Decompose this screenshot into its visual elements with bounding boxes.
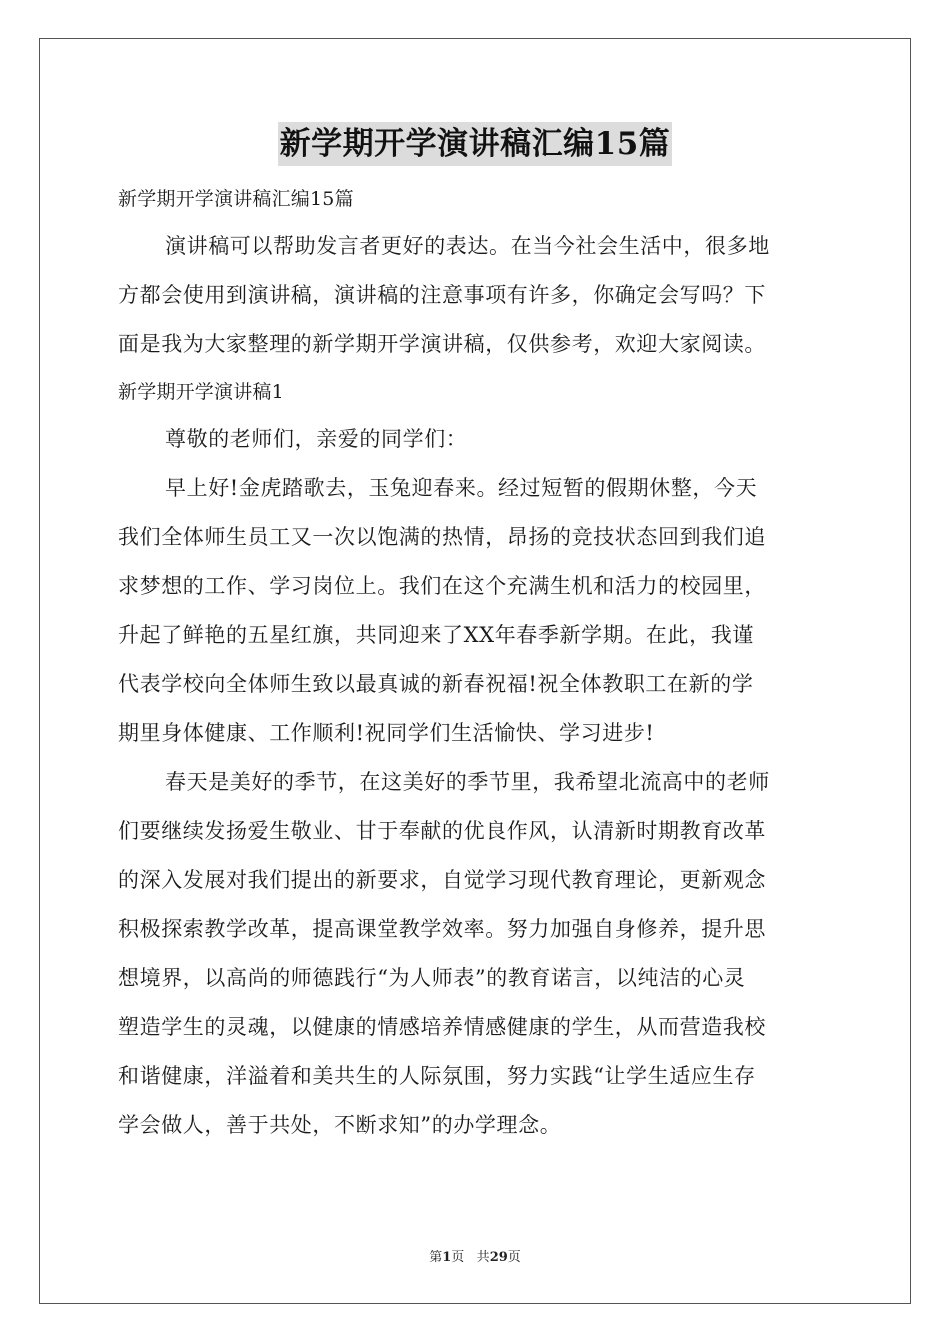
current-page-number: 1 <box>442 1250 452 1265</box>
total-prefix: 共 <box>476 1250 490 1265</box>
paragraph-line: 求梦想的工作、学习岗位上。我们在这个充满生机和活力的校园里， <box>118 574 766 598</box>
page-suffix: 页 <box>451 1250 465 1265</box>
paragraph-line: 我们全体师生员工又一次以饱满的热情，昂扬的竞技状态回到我们追 <box>118 525 766 549</box>
greeting-line: 尊敬的老师们，亲爱的同学们： <box>165 427 468 451</box>
paragraph-line: 学会做人，善于共处，不断求知”的办学理念。 <box>118 1113 562 1137</box>
title-container <box>0 122 950 166</box>
intro-line: 面是我为大家整理的新学期开学演讲稿，仅供参考，欢迎大家阅读。 <box>118 332 766 356</box>
document-title: 新学期开学演讲稿汇编15篇 <box>278 122 673 166</box>
paragraph-line: 升起了鲜艳的五星红旗，共同迎来了XX年春季新学期。在此，我谨 <box>118 623 754 647</box>
intro-line: 方都会使用到演讲稿，演讲稿的注意事项有许多，你确定会写吗？下 <box>118 283 766 307</box>
document-body <box>118 176 834 1150</box>
page-prefix: 第 <box>429 1250 443 1265</box>
paragraph-line: 期里身体健康、工作顺利!祝同学们生活愉快、学习进步! <box>118 721 655 745</box>
paragraph-line: 春天是美好的季节，在这美好的季节里，我希望北流高中的老师 <box>165 770 770 794</box>
paragraph-line: 代表学校向全体师生致以最真诚的新春祝福!祝全体教职工在新的学 <box>118 672 754 696</box>
paragraph-line: 和谐健康，洋溢着和美共生的人际氛围，努力实践“让学生适应生存 <box>118 1064 756 1088</box>
paragraph-line: 的深入发展对我们提出的新要求，自觉学习现代教育理论，更新观念 <box>118 868 766 892</box>
paragraph-line: 积极探索教学改革，提高课堂教学效率。努力加强自身修养，提升思 <box>118 917 766 941</box>
paragraph-line: 早上好!金虎踏歌去，玉兔迎春来。经过短暂的假期休整，今天 <box>165 476 758 500</box>
paragraph-line: 想境界，以高尚的师德践行“为人师表”的教育诺言，以纯洁的心灵 <box>118 966 746 990</box>
section-heading: 新学期开学演讲稿1 <box>118 381 284 403</box>
page-footer <box>0 1246 950 1265</box>
intro-line: 演讲稿可以帮助发言者更好的表达。在当今社会生活中，很多地 <box>165 234 770 258</box>
document-subtitle: 新学期开学演讲稿汇编15篇 <box>118 188 354 210</box>
total-suffix: 页 <box>507 1250 521 1265</box>
paragraph-line: 们要继续发扬爱生敬业、甘于奉献的优良作风，认清新时期教育改革 <box>118 819 766 843</box>
total-pages-number: 29 <box>489 1250 508 1265</box>
paragraph-line: 塑造学生的灵魂，以健康的情感培养情感健康的学生，从而营造我校 <box>118 1015 766 1039</box>
